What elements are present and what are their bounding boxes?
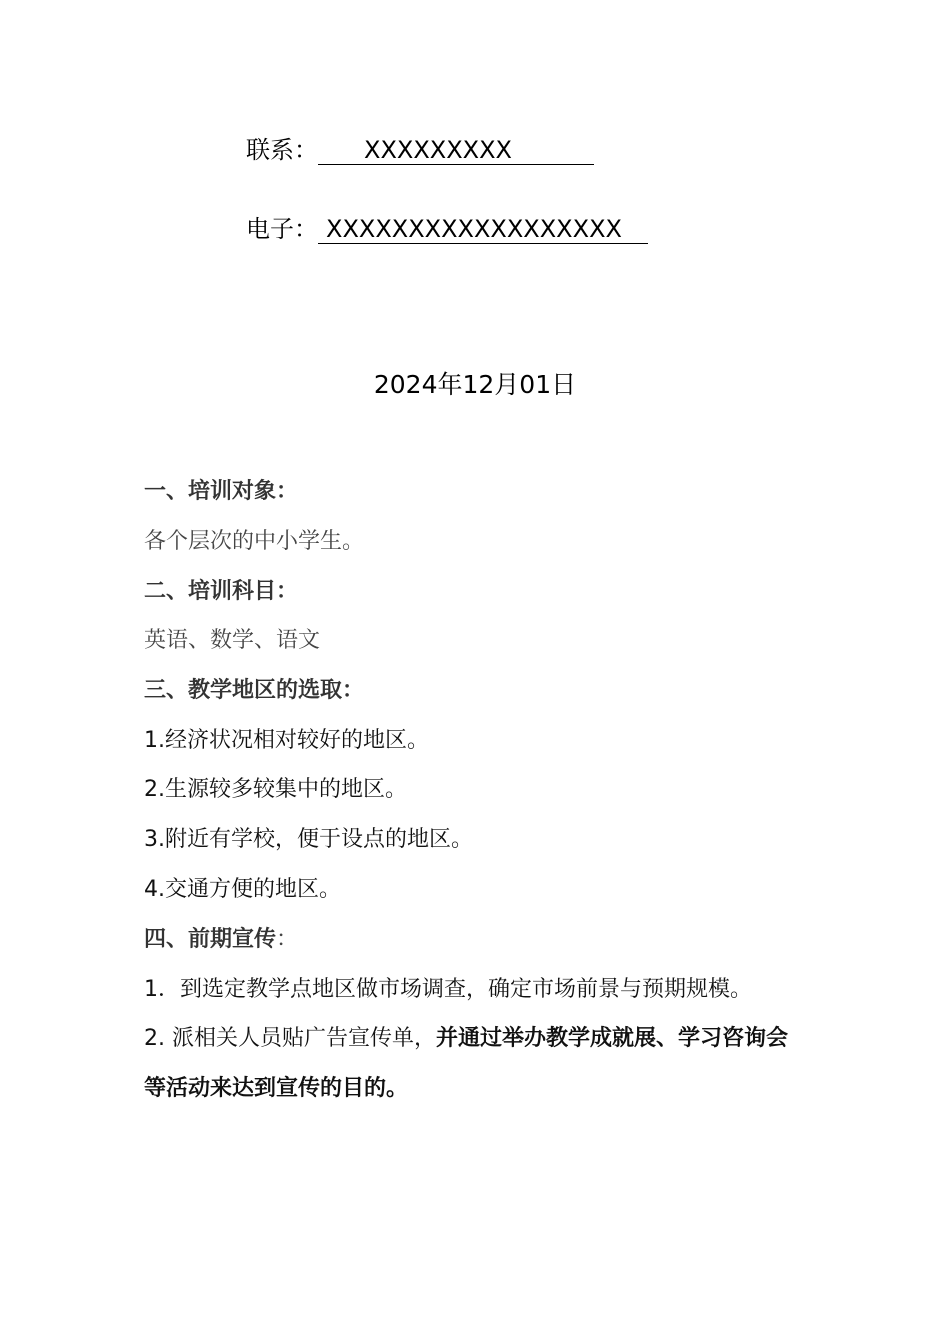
document-date: 2024年12月01日: [373, 370, 577, 399]
contact-phone-label: 联系：: [246, 136, 318, 164]
section-3-item-1: 1.经济状况相对较好的地区。: [144, 728, 429, 753]
section-1-body: 各个层次的中小学生。: [144, 529, 365, 554]
section-4-item-2-line-2: 等活动来达到宣传的目的。: [144, 1076, 409, 1101]
section-4-item-2-line-1: [144, 1024, 824, 1054]
section-4-heading: [144, 925, 824, 955]
section-3-item-3: 3.附近有学校，便于设点的地区。: [144, 827, 473, 852]
contact-email-label: 电子：: [246, 215, 318, 243]
section-3-heading: 三、教学地区的选取：: [144, 678, 365, 703]
section-4-item-2-plain: 2. 派相关人员贴广告宣传单，: [144, 1026, 436, 1051]
section-4-item-2-bold-a: 并通过举办教学成就展、学习咨询会: [435, 1026, 788, 1051]
section-4-heading-colon: ：: [276, 927, 299, 952]
contact-phone-line: [246, 134, 594, 166]
contact-email-value: XXXXXXXXXXXXXXXXXX: [318, 215, 648, 244]
section-2-body: 英语、数学、语文: [144, 628, 321, 653]
section-2-heading: 二、培训科目：: [144, 579, 299, 604]
contact-phone-value: XXXXXXXXX: [318, 136, 594, 165]
contact-email-line: [246, 213, 648, 245]
section-4-heading-text: 四、前期宣传: [144, 927, 277, 952]
section-3-item-2: 2.生源较多较集中的地区。: [144, 777, 407, 802]
section-1-heading: 一、培训对象：: [144, 479, 299, 504]
section-3-item-4: 4.交通方便的地区。: [144, 877, 341, 902]
section-4-item-1: 1．到选定教学点地区做市场调查，确定市场前景与预期规模。: [144, 977, 752, 1002]
